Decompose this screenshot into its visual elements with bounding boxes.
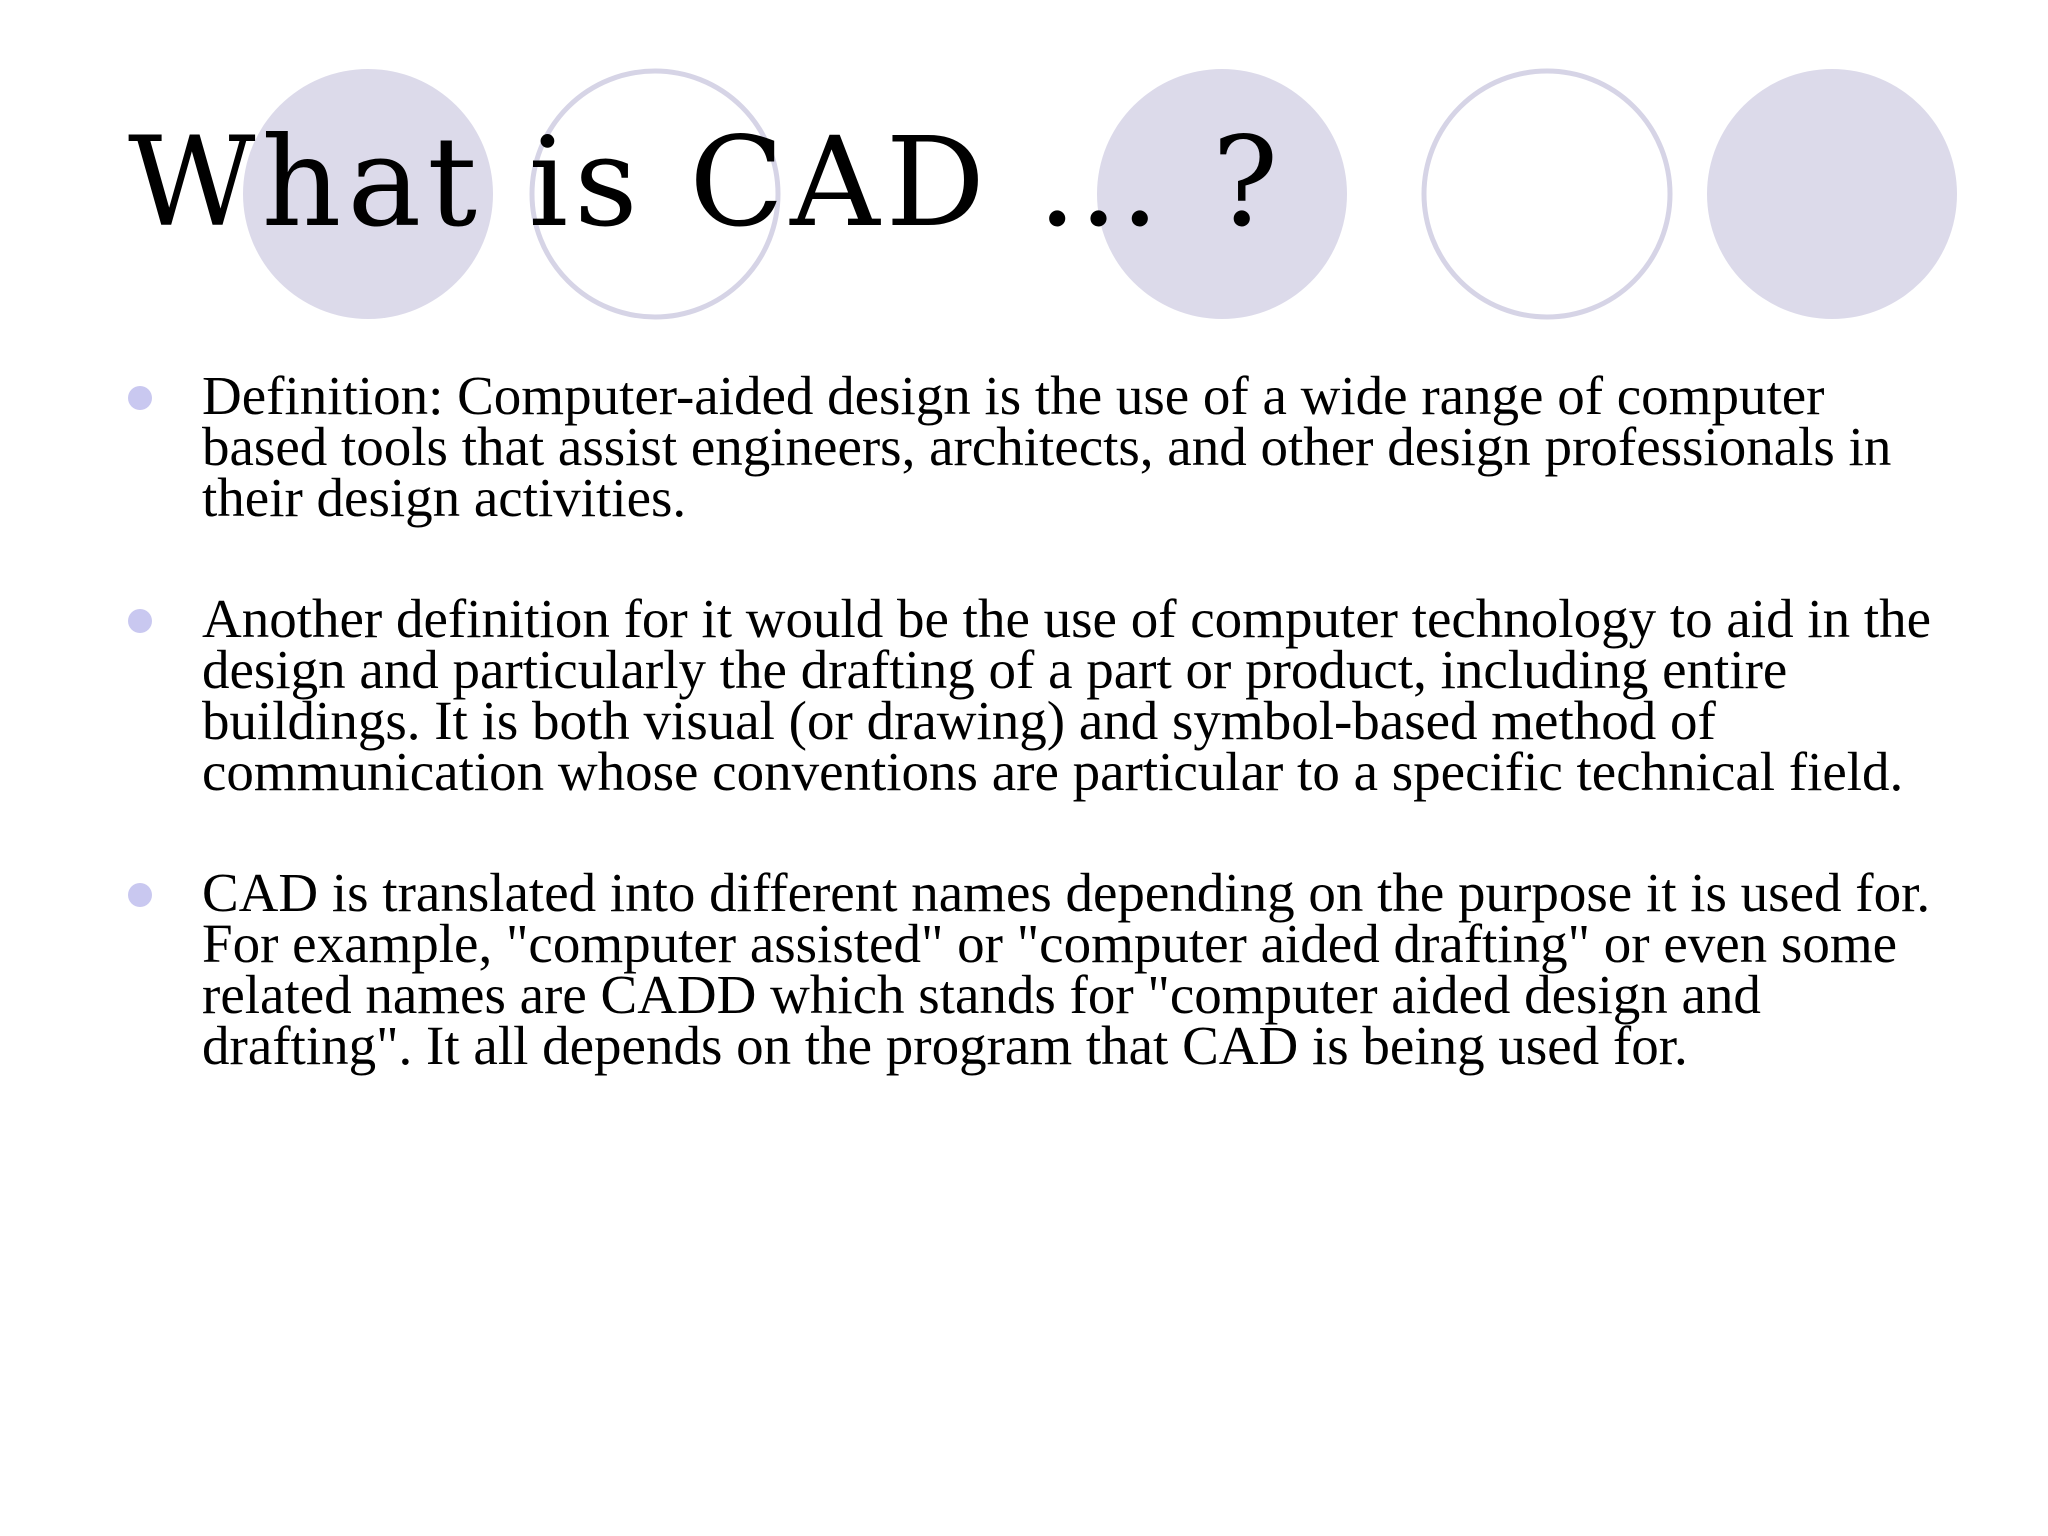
filled-circle-3 <box>1707 69 1957 319</box>
bullet-item-cad-names <box>128 862 1958 1076</box>
bullet-dot-icon <box>128 883 152 907</box>
bullet-dot-icon <box>128 386 152 410</box>
bullet-list <box>128 365 1958 1141</box>
bullet-text: Definition: Computer-aided design is the use of a wide range of computer based tools that assist engineers, architects, and other design professionals in their design activities. <box>202 365 1892 528</box>
bullet-text: Another definition for it would be the use of computer technology to aid in the design and particularly the drafting of a part or product, including entire buildings. It is both visual (or drawing) and symbol-based method of communication whose conventions are particular to a specific technical field. <box>202 588 1932 802</box>
bullet-text: CAD is translated into different names depending on the purpose it is used for. For example, "computer assisted" or "computer aided drafting" or even some related names are CADD which stands for "computer aided design and drafting". It all depends on the program that CAD is being used for. <box>202 862 1931 1076</box>
bullet-item-another-definition <box>128 588 1958 802</box>
bullet-dot-icon <box>128 609 152 633</box>
ring-circle-2 <box>1424 71 1670 317</box>
bullet-item-definition <box>128 365 1958 528</box>
slide-title: What is CAD … ? <box>128 111 1285 255</box>
